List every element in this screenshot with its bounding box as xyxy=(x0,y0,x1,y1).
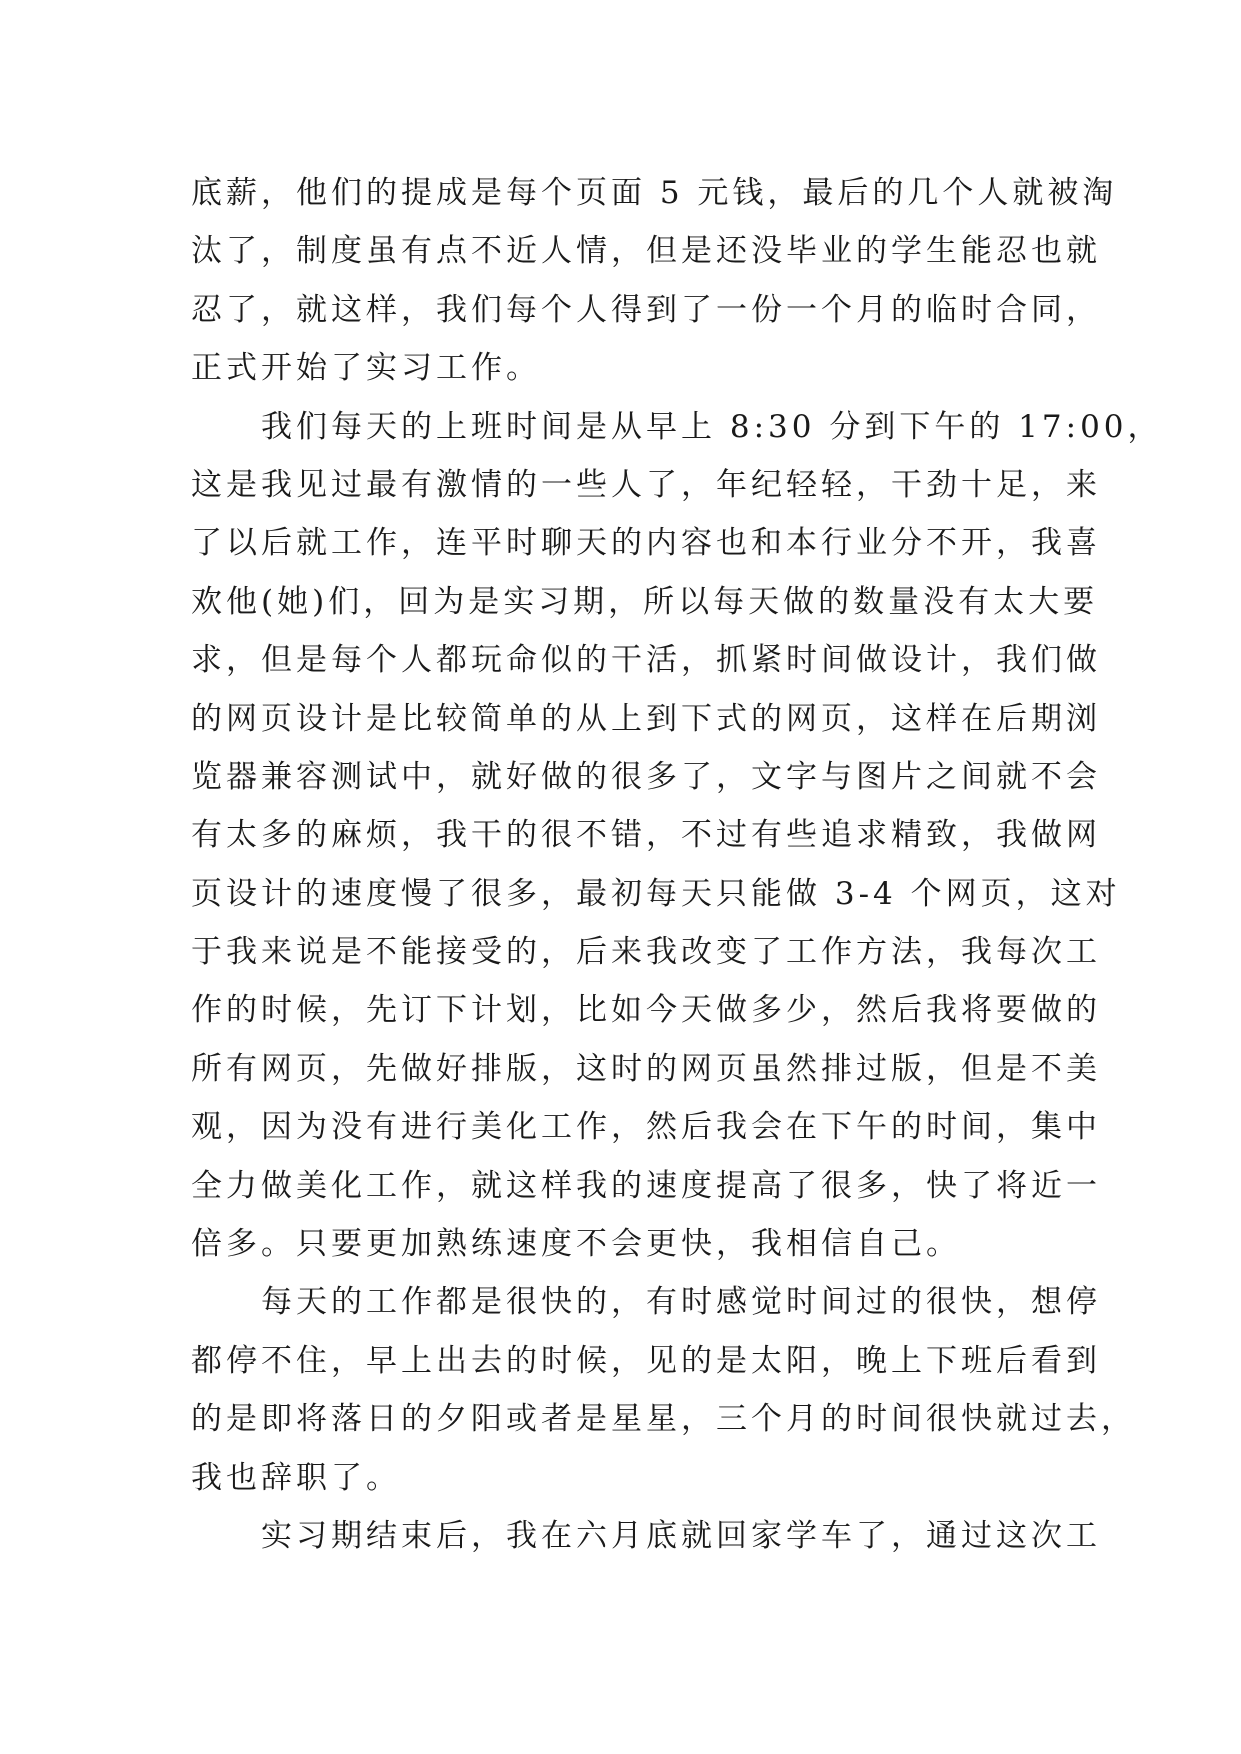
text-line: 览器兼容测试中，就好做的很多了，文字与图片之间就不会 xyxy=(191,758,1101,795)
text-line: 底薪，他们的提成是每个页面 5 元钱，最后的几个人就被淘 xyxy=(191,175,1118,211)
text-line: 观，因为没有进行美化工作，然后我会在下午的时间，集中 xyxy=(191,1109,1101,1146)
paragraph-first-line: 我们每天的上班时间是从早上 8:30 分到下午的 17:00， xyxy=(261,408,1163,445)
text-line: 忍了，就这样，我们每个人得到了一份一个月的临时合同， xyxy=(191,291,1101,328)
text-line: 的是即将落日的夕阳或者是星星，三个月的时间很快就过去， xyxy=(191,1401,1136,1438)
paragraph-first-line: 每天的工作都是很快的，有时感觉时间过的很快，想停 xyxy=(261,1284,1101,1321)
text-line: 全力做美化工作，就这样我的速度提高了很多，快了将近一 xyxy=(191,1167,1101,1204)
paragraph-first-line: 实习期结束后，我在六月底就回家学车了，通过这次工 xyxy=(261,1517,1101,1554)
text-line: 我也辞职了。 xyxy=(191,1459,401,1496)
text-line: 的网页设计是比较简单的从上到下式的网页，这样在后期浏 xyxy=(191,700,1101,737)
text-line: 作的时候，先订下计划，比如今天做多少，然后我将要做的 xyxy=(191,992,1101,1029)
text-line: 正式开始了实习工作。 xyxy=(191,350,541,387)
text-line: 于我来说是不能接受的，后来我改变了工作方法，我每次工 xyxy=(191,934,1101,971)
text-line: 所有网页，先做好排版，这时的网页虽然排过版，但是不美 xyxy=(191,1050,1101,1087)
text-line: 倍多。只要更加熟练速度不会更快，我相信自己。 xyxy=(191,1226,961,1263)
text-line: 这是我见过最有激情的一些人了，年纪轻轻，干劲十足，来 xyxy=(191,466,1101,503)
document-body xyxy=(191,164,1163,1565)
text-line: 求，但是每个人都玩命似的干活，抓紧时间做设计，我们做 xyxy=(191,642,1101,679)
text-line: 欢他(她)们，回为是实习期，所以每天做的数量没有太大要 xyxy=(191,583,1099,620)
text-line: 页设计的速度慢了很多，最初每天只能做 3-4 个网页，这对 xyxy=(191,875,1121,912)
text-line: 汰了，制度虽有点不近人情，但是还没毕业的学生能忍也就 xyxy=(191,233,1101,270)
text-line: 都停不住，早上出去的时候，见的是太阳，晚上下班后看到 xyxy=(191,1342,1101,1379)
text-line: 了以后就工作，连平时聊天的内容也和本行业分不开，我喜 xyxy=(191,525,1101,562)
text-line: 有太多的麻烦，我干的很不错，不过有些追求精致，我做网 xyxy=(191,817,1101,854)
